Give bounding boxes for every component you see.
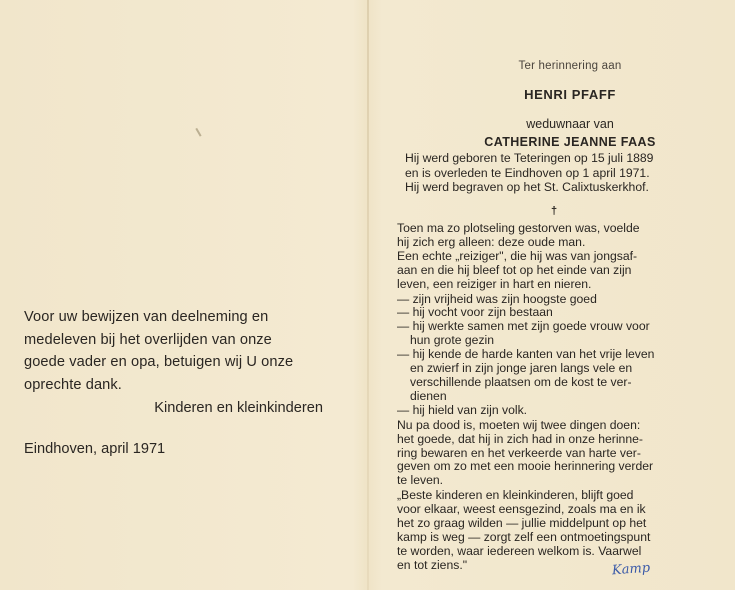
closing-line: ring bewaren en het verkeerde van harte ver- — [397, 445, 641, 460]
place-date: Eindhoven, april 1971 — [24, 441, 166, 457]
bio-line: Hij werd geboren te Teteringen op 15 juli 1889 — [405, 151, 654, 165]
quote-line: en tot ziens." — [397, 557, 468, 572]
bio-line: Hij werd begraven op het St. Calixtuskerkhof. — [405, 180, 649, 195]
memorial-text — [397, 222, 709, 573]
list-item: — zijn vrijheid was zijn hoogste goed — [397, 291, 597, 306]
bio-line: en is overleden te Eindhoven op 1 april 1971. — [405, 165, 650, 180]
deceased-name: HENRI PFAFF — [524, 87, 616, 102]
text-line: aan en die hij bleef tot op het einde van zijn — [397, 262, 632, 277]
list-item: — hij hield van zijn volk. — [397, 402, 528, 417]
quote-line: „Beste kinderen en kleinkinderen, blijft goed — [397, 488, 634, 503]
list-item-cont: dienen — [410, 388, 447, 403]
cross-icon: † — [551, 205, 558, 217]
spouse-name: CATHERINE JEANNE FAAS — [484, 135, 656, 149]
list-item: — hij vocht voor zijn bestaan — [397, 305, 553, 320]
text-line: leven, een reiziger in hart en nieren. — [397, 276, 592, 291]
signed-by: Kinderen en kleinkinderen — [154, 400, 323, 416]
closing-line: het goede, dat hij in zich had in onze herinne- — [397, 431, 643, 446]
memory-heading: Ter herinnering aan — [518, 60, 622, 72]
thanks-text — [24, 306, 334, 396]
thanks-line: oprechte dank. — [24, 376, 122, 393]
quote-line: te worden, waar iedereen welkom is. Vaarwel — [397, 543, 642, 558]
list-item: — hij werkte samen met zijn goede vrouw voor — [397, 319, 650, 334]
text-line: hij zich erg alleen: deze oude man. — [397, 234, 586, 249]
handwritten-note: Kamp — [611, 560, 651, 579]
closing-line: te leven. — [397, 473, 444, 488]
text-line: Toen ma zo plotseling gestorven was, voelde — [397, 221, 640, 235]
quote-line: voor elkaar, weest eensgezind, zoals ma en ik — [397, 502, 646, 517]
list-item-cont: en zwierf in zijn jonge jaren langs vele en — [410, 361, 633, 376]
paper-mark — [195, 124, 207, 136]
text-line: Een echte „reiziger", die hij was van jongsaf- — [397, 248, 638, 263]
widower-label: weduwnaar van — [526, 117, 614, 131]
list-item-cont: verschillende plaatsen om de kost te ver- — [410, 374, 632, 389]
list-item-cont: hun grote gezin — [410, 333, 495, 348]
quote-line: het zo graag wilden — jullie middelpunt op het — [397, 516, 647, 531]
quote-line: kamp is weg — zorgt zelf een ontmoetingspunt — [397, 529, 651, 544]
thanks-line: medeleven bij het overlijden van onze — [24, 331, 272, 348]
list-item: — hij kende de harde kanten van het vrije leven — [397, 347, 655, 362]
closing-line: Nu pa dood is, moeten wij twee dingen doen: — [397, 417, 641, 432]
thanks-line: goede vader en opa, betuigen wij U onze — [24, 354, 294, 371]
thanks-line: Voor uw bewijzen van deelneming en — [24, 309, 269, 325]
biography — [405, 151, 715, 195]
card-fold — [367, 0, 369, 590]
closing-line: geven om zo met een mooie herinnering verder — [397, 459, 654, 474]
